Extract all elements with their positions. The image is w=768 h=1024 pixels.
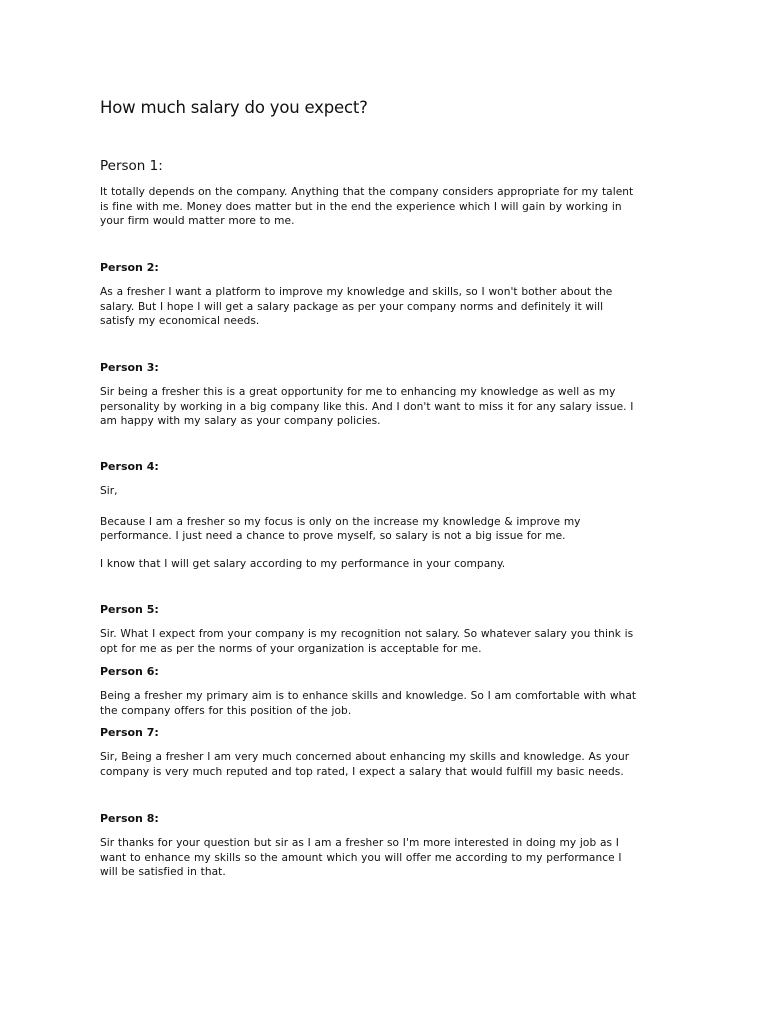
- paragraph-line: company is very much reputed and top rated, I expect a salary that would fulfill my basic needs.: [100, 765, 624, 778]
- paragraph-line: am happy with my salary as your company policies.: [100, 415, 381, 427]
- answer-paragraph: [100, 385, 670, 429]
- paragraph-line: As a fresher I want a platform to improve my knowledge and skills, so I won't bother about the: [100, 286, 613, 298]
- paragraph-line: will be satisfied in that.: [100, 866, 226, 878]
- person-heading: Person 4:: [100, 460, 159, 473]
- paragraph-line: want to enhance my skills so the amount which you will offer me according to my performance I: [100, 851, 622, 864]
- paragraph-line: the company offers for this position of the job.: [100, 704, 352, 717]
- person-heading: Person 5:: [100, 603, 159, 616]
- person-section: [100, 261, 670, 329]
- person-heading: Person 6:: [100, 665, 159, 678]
- person-section: [100, 665, 670, 718]
- person-section: [100, 361, 670, 429]
- answer-paragraph: [100, 484, 670, 499]
- person-heading: Person 1:: [100, 158, 163, 174]
- person-section: [100, 726, 670, 779]
- answer-paragraph: [100, 627, 670, 656]
- paragraph-line: Sir, Being a fresher I am very much concerned about enhancing my skills and knowledge. As your: [100, 751, 630, 763]
- person-heading: Person 8:: [100, 812, 159, 825]
- paragraph-line: satisfy my economical needs.: [100, 315, 260, 327]
- answer-paragraph: [100, 689, 670, 718]
- answer-paragraph: [100, 515, 670, 544]
- paragraph-line: performance. I just need a chance to prove myself, so salary is not a big issue for me.: [100, 530, 566, 542]
- document-title: How much salary do you expect?: [100, 98, 368, 117]
- paragraph-line: personality by working in a big company like this. And I don't want to miss it for any salary issue. I: [100, 400, 634, 413]
- answer-paragraph: [100, 557, 670, 572]
- paragraph-line: is fine with me. Money does matter but in the end the experience which I will gain by working in: [100, 200, 622, 213]
- paragraph-line: Sir,: [100, 485, 118, 497]
- paragraph-line: Sir thanks for your question but sir as I am a fresher so I'm more interested in doing my job as I: [100, 837, 619, 849]
- person-heading: Person 3:: [100, 361, 159, 374]
- person-heading: Person 7:: [100, 726, 159, 739]
- answer-paragraph: [100, 185, 670, 229]
- paragraph-line: Because I am a fresher so my focus is only on the increase my knowledge & improve my: [100, 515, 581, 528]
- paragraph-line: Sir. What I expect from your company is my recognition not salary. So whatever salary you think is: [100, 628, 634, 640]
- person-heading: Person 2:: [100, 261, 159, 274]
- paragraph-line: opt for me as per the norms of your organization is acceptable for me.: [100, 642, 482, 655]
- paragraph-line: salary. But I hope I will get a salary package as per your company norms and definitely it will: [100, 300, 604, 313]
- answer-paragraph: [100, 750, 670, 779]
- person-section: [100, 460, 670, 571]
- person-section: [100, 603, 670, 656]
- paragraph-line: Sir being a fresher this is a great opportunity for me to enhancing my knowledge as well as my: [100, 386, 616, 398]
- paragraph-line: your firm would matter more to me.: [100, 215, 295, 227]
- paragraph-line: It totally depends on the company. Anything that the company considers appropriate for my talent: [100, 186, 634, 198]
- person-section: [100, 158, 670, 229]
- person-section: [100, 812, 670, 880]
- paragraph-line: I know that I will get salary according to my performance in your company.: [100, 557, 506, 570]
- paragraph-line: Being a fresher my primary aim is to enhance skills and knowledge. So I am comfortable with what: [100, 690, 637, 702]
- answer-paragraph: [100, 836, 670, 880]
- answer-paragraph: [100, 285, 670, 329]
